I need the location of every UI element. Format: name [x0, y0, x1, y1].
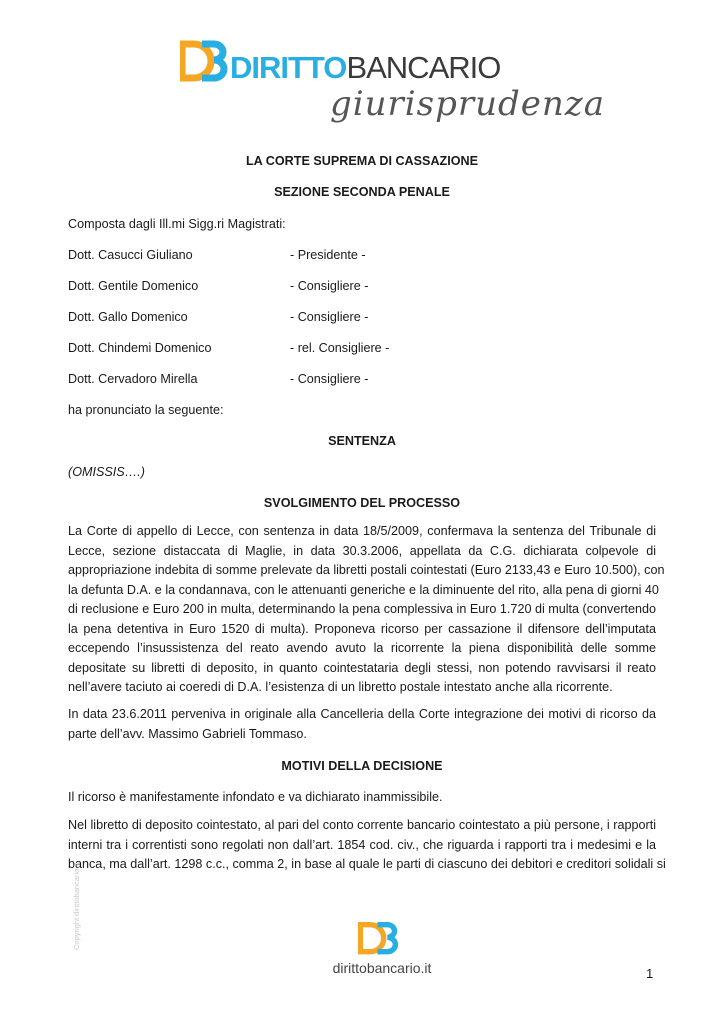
footer-logo — [322, 922, 442, 982]
paragraph-line: eccependo l’insussistenza del reato avendo avuto la ricorrente la piena disponibilità delle somme — [68, 641, 656, 655]
motivi-paragraph-2 — [68, 816, 666, 875]
judge-name: Dott. Casucci Giuliano — [68, 248, 193, 262]
header-logo — [180, 40, 605, 130]
paragraph-line: La Corte di appello di Lecce, con sentenza in data 18/5/2009, confermava la sentenza del Tribunale di — [68, 524, 656, 538]
judge-name: Dott. Cervadoro Mirella — [68, 372, 198, 386]
motivi-paragraph-1: Il ricorso è manifestamente infondato e va dichiarato inammissibile. — [68, 790, 443, 804]
paragraph-line: nell’avere taciuto ai coeredi di D.A. l’esistenza di un libretto postale intestato anche alla ricorrente. — [68, 680, 613, 694]
paragraph-line: depositate su libretti di deposito, in quanto cointestataria degli stessi, non potendo ravvisarsi il reato — [68, 660, 656, 675]
paragraph-line: parte dell’avv. Massimo Gabrieli Tommaso. — [68, 726, 307, 741]
paragraph-line: la pena detentiva in Euro 1520 di multa). Proponeva ricorso per cassazione il difensore dell’imputata — [68, 621, 656, 636]
paragraph-line: di reclusione e Euro 200 in multa, determinando la pena complessiva in Euro 1.720 di multa (convertendo — [68, 602, 657, 616]
pronounced-text: ha pronunciato la seguente: — [68, 403, 224, 417]
brand-wordmark — [230, 50, 500, 86]
composed-by: Composta dagli Ill.mi Sigg.ri Magistrati: — [68, 217, 286, 231]
db-monogram-icon — [358, 922, 404, 958]
judge-name: Dott. Chindemi Domenico — [68, 341, 212, 355]
svolgimento-heading: SVOLGIMENTO DEL PROCESSO — [263, 496, 461, 510]
judge-name: Dott. Gallo Domenico — [68, 310, 188, 324]
copyright-watermark: Copyright dirittobancario.it — [72, 862, 81, 950]
paragraph-line: banca, ma dall’art. 1298 c.c., comma 2, in base al quale le parti di ciascuno dei debitori e creditori solidali si — [68, 857, 666, 871]
paragraph-line: Lecce, sezione distaccata di Maglie, in data 30.3.2006, appellata da C.G. dichiarata colpevole di — [68, 543, 656, 558]
judge-name: Dott. Gentile Domenico — [68, 279, 199, 293]
paragraph-line: la defunta D.A. e la condannava, con le attenuanti generiche e la diminuente del rito, alla pena di giorni 40 — [68, 582, 659, 597]
page-number: 1 — [646, 966, 654, 981]
svolgimento-paragraph-2 — [68, 705, 656, 744]
brand-word-2: BANCARIO — [346, 50, 501, 85]
judge-role: - Consigliere - — [290, 310, 369, 324]
sentenza-heading: SENTENZA — [328, 434, 396, 448]
motivi-heading: MOTIVI DELLA DECISIONE — [281, 759, 443, 773]
footer-url: dirittobancario.it — [332, 960, 432, 976]
paragraph-line: In data 23.6.2011 perveniva in originale alla Cancelleria della Corte integrazione dei motivi di ricorso da — [68, 707, 656, 721]
paragraph-line: Nel libretto di deposito cointestato, al pari del conto corrente bancario cointestato a più persone, i rapporti — [68, 818, 656, 832]
svolgimento-paragraph-1 — [68, 522, 665, 698]
brand-word-1: DIRITTO — [230, 50, 347, 85]
judge-role: - Consigliere - — [290, 372, 369, 386]
paragraph-line: appropriazione indebita di somme prelevate da libretti postali cointestati (Euro 2133,43 e Euro 10.500), con — [68, 563, 665, 577]
judge-role: - Presidente - — [290, 248, 366, 262]
court-title: LA CORTE SUPREMA DI CASSAZIONE — [245, 154, 479, 168]
omissis-text: (OMISSIS….) — [68, 465, 145, 479]
judge-role: - rel. Consigliere - — [290, 341, 390, 355]
judge-role: - Consigliere - — [290, 279, 369, 293]
court-section: SEZIONE SECONDA PENALE — [274, 185, 450, 199]
paragraph-line: interni tra i correntisti sono regolati non dall’art. 1854 cod. civ., che riguarda i rapporti tra i medesimi e la — [68, 837, 656, 852]
brand-subtitle: giurisprudenza — [330, 84, 605, 124]
db-monogram-icon — [180, 40, 230, 86]
